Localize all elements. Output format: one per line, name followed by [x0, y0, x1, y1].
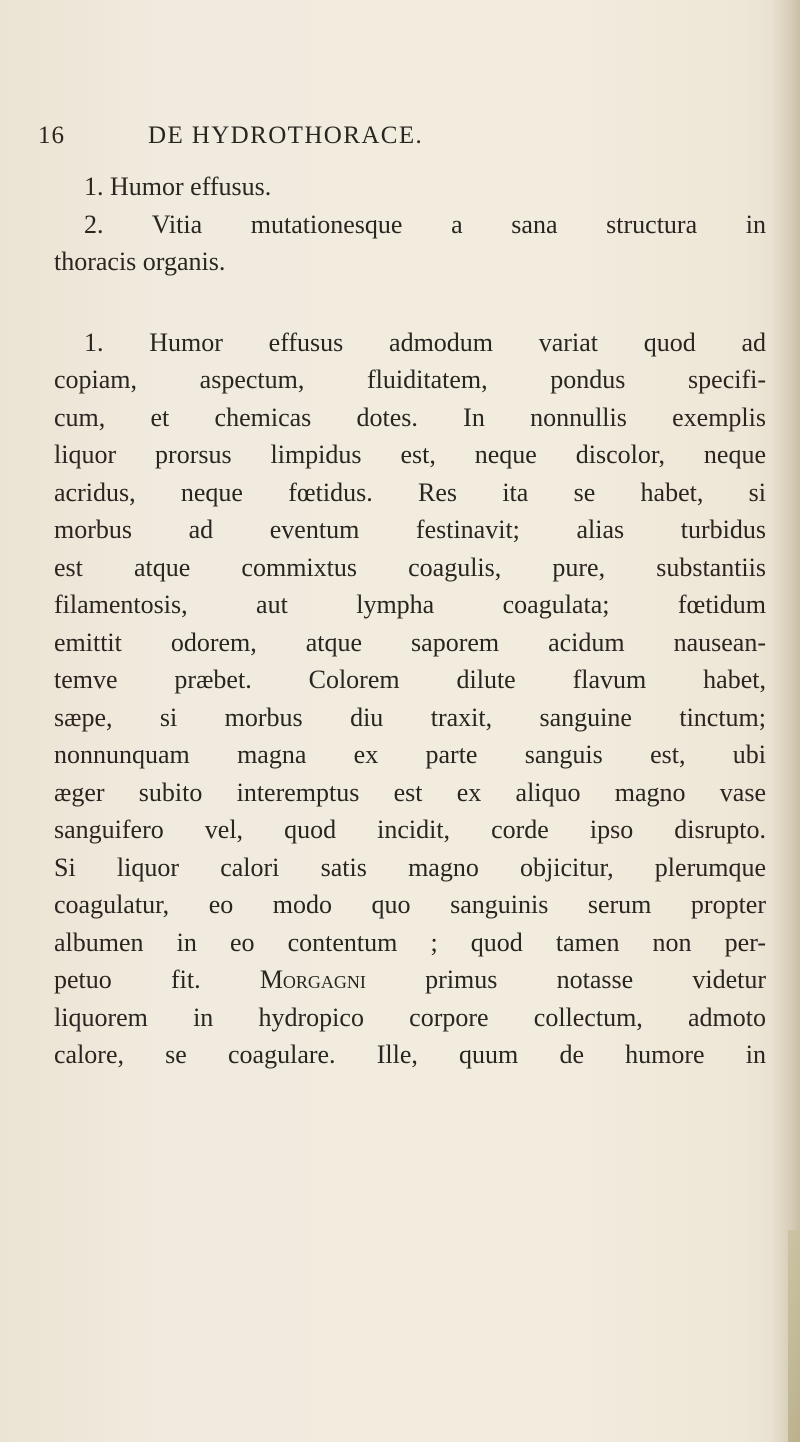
paragraph-line: æger subito interemptus est ex aliquo magno vase	[54, 777, 766, 807]
list-item-2-continued: thoracis organis.	[54, 247, 226, 276]
list-item-1: 1. Humor effusus.	[84, 172, 272, 201]
page-number: 16	[38, 122, 65, 149]
paragraph-line: calore, se coagulare. Ille, quum de humore in	[54, 1040, 766, 1069]
line-end: primus notasse videtur	[425, 965, 766, 994]
paragraph-line: temve præbet. Colorem dilute flavum habet,	[54, 665, 766, 694]
page-edge-shadow	[772, 0, 800, 1442]
paragraph-line: nonnunquam magna ex parte sanguis est, ubi	[54, 740, 766, 769]
paragraph-line: Si liquor calori satis magno objicitur, plerumque	[54, 852, 766, 882]
header-title: DE HYDROTHORACE.	[148, 122, 424, 149]
paragraph-line: 1. Humor effusus admodum variat quod ad	[84, 327, 766, 357]
paragraph-line: morbus ad eventum festinavit; alias turbidus	[54, 515, 766, 544]
running-head	[0, 122, 800, 162]
author-name-morgagni: Morgagni	[259, 965, 366, 994]
paragraph-line: est atque commixtus coagulis, pure, substantiis	[54, 552, 766, 582]
paragraph-line: sæpe, si morbus diu traxit, sanguine tinctum;	[54, 702, 766, 732]
body-text	[54, 168, 766, 1074]
paragraph-line: liquorem in hydropico corpore collectum, admoto	[54, 1002, 766, 1032]
page-edge-stain	[788, 1230, 800, 1442]
line-start: petuo fit.	[54, 965, 201, 994]
paragraph-line: liquor prorsus limpidus est, neque discolor, neque	[54, 440, 766, 469]
paragraph-line-with-name	[54, 961, 766, 999]
paragraph-line: albumen in eo contentum ; quod tamen non per-	[54, 927, 766, 957]
paragraph-line: copiam, aspectum, fluiditatem, pondus specifi-	[54, 365, 766, 394]
paragraph-line: acridus, neque fœtidus. Res ita se habet, si	[54, 477, 766, 507]
paragraph-line: filamentosis, aut lympha coagulata; fœtidum	[54, 590, 766, 619]
list-item-2: 2. Vitia mutationesque a sana structura in	[84, 209, 766, 239]
paragraph-line: coagulatur, eo modo quo sanguinis serum propter	[54, 890, 766, 919]
paragraph-gap	[54, 281, 766, 324]
paragraph-line: cum, et chemicas dotes. In nonnullis exemplis	[54, 402, 766, 432]
paragraph-line: emittit odorem, atque saporem acidum nausean-	[54, 627, 766, 657]
paragraph-line: sanguifero vel, quod incidit, corde ipso disrupto.	[54, 815, 766, 844]
